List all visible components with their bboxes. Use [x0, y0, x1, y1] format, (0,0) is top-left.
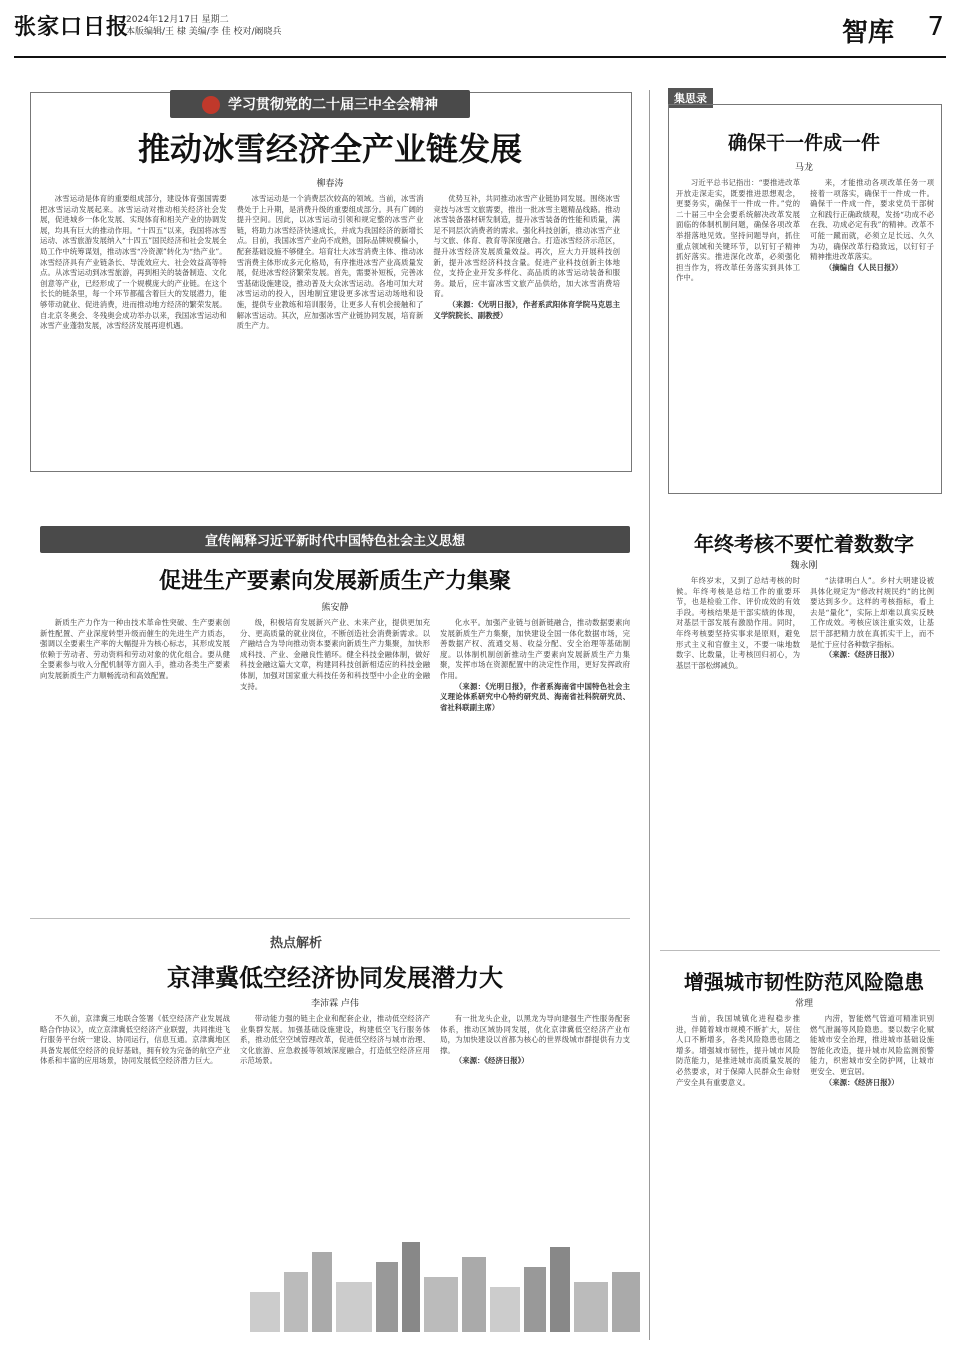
paragraph: “法律明白人”。乡村大明建设被具体化规定为“修改村规民约”的比例要达到多少。这样的考核指标，看上去是“量化”，实际上却难以真实反映工作成效。考核应该注重实效，让基层干部把精力放在真抓实干上，而不是忙于应付各种数字指标。	[810, 576, 934, 649]
paragraph: 冰雪运动是一个消费层次较高的领域。当前，冰雪消费处于上升期，是消费升级的重要组成部分。具有广阔的提升空间。因此，以冰雪运动引领和规定整的冰雪产业链，将助力冰雪经济快速成长，并成为我国经济的新增长点。目前，我国冰雪产业尚不成熟，国际品牌规模偏小，配套基础设施不够健全。培育壮大冰雪消费主体、推动冰雪消费主体形成多元化格局，有序推进冰雪产业高质量发展，促进冰雪经济繁荣发展。首先，需要补短板，完善冰雪基础设施建设，推动普及大众冰雪运动。各地可加大对冰雪运动的投入，因地制宜建设更多冰雪运动场地和设施，提供专业教练和培训服务，让更多人有机会接触和了解冰雪运动。其次，应加强冰雪产业链协同发展，培育新质生产力。	[236, 194, 424, 331]
article-1-col-2	[237, 194, 424, 464]
article-3-source: （来源：《光明日报》，作者系海南省中国特色社会主义理论体系研究中心特约研究员、海南省社科院研究员、省社科联副主席）	[440, 681, 630, 712]
article-1-banner	[170, 90, 470, 118]
article-2-col-2	[810, 178, 934, 484]
paragraph: 化水平。加强产业链与创新链融合，推动数据要素向发展新质生产力集聚，加快建设全国一体化数据市场，完善数据产权、流通交易、收益分配、安全治理等基础制度。以体制机制创新推动生产要素向发展新质生产力集聚，发挥市场在资源配置中的决定性作用，更好发挥政府作用。	[440, 618, 630, 680]
article-6-author: 常理	[794, 999, 813, 1009]
article-2-body	[676, 178, 934, 484]
article-3-title: 促进生产要素向发展新质生产力集聚	[158, 569, 511, 594]
divider	[30, 918, 630, 919]
article-3-banner: 宣传阐释习近平新时代中国特色社会主义思想	[40, 526, 630, 553]
page-number: 7	[927, 12, 944, 42]
article-1-body	[40, 194, 620, 464]
article-4-body	[676, 576, 934, 912]
article-5-author: 李沛霖 卢伟	[311, 999, 359, 1009]
article-6-col-1	[676, 1014, 800, 1334]
article-3-col-3	[440, 618, 630, 900]
article-3-body	[40, 618, 630, 900]
article-4-col-2	[810, 576, 934, 912]
paragraph: 冰雪运动是体育的重要组成部分，建设体育强国需要把冰雪运动发展起来。冰雪运动对推动相关经济社会发展，促进城乡一体化发展、实现体育和相关产业的协调发展，均具有巨大的推动作用。“十四五”以来，我国将冰雪运动、冰雪旅游发展纳入“十四五”国民经济和社会发展全局工作中统筹谋划，推动冰雪“冷资源”转化为“热产业”。冰雪经济具有产业链条长、导流效应大、社会效益高等特点。从冰雪运动到冰雪旅游，再到相关的装备制造、文化创意等产业，已经形成了一个规模庞大的产业链。在这个长长的链条里，每一个环节都蕴含着巨大的发展潜力，能够带动就业、促进消费，进而推动地方经济的繁荣发展。自北京冬奥会、冬残奥会成功举办以来，我国冰雪运动和冰雪产业蓬勃发展，冰雪经济发展再迎机遇。	[40, 194, 227, 331]
article-5-col-1	[40, 1014, 230, 1228]
party-emblem-icon	[202, 96, 220, 114]
paragraph: 带动能力强的链主企业和配套企业，推动低空经济产业集群发展。加强基础设施建设，构建低空飞行服务体系，推动低空空域管理改革，促进低空经济与城市治理、文化旅游、应急救援等领域深度融合，打造低空经济应用示范场景。	[240, 1014, 430, 1066]
article-3-banner-wrap	[40, 526, 630, 553]
article-3-author: 熊安静	[321, 603, 349, 613]
paragraph: 年终岁末，又到了总结考核的时候。年终考核是总结工作的重要环节，也是检验工作、评价成效的有效手段。考核结果是干部实绩的体现，对基层干部发展有激励作用。同时，年终考核要坚持实事求是原则，避免形式主义和官僚主义，不要一味地数数字、比数量，让考核回归初心，为基层干部松绑减负。	[676, 576, 800, 670]
paragraph: 有一批龙头企业，以黑龙为导向建强生产性服务配套体系，推动区域协同发展，优化京津冀低空经济产业布局，为加快建设以首都为核心的世界级城市群提供有力支撑。	[440, 1014, 630, 1055]
article-6-col-2	[810, 1014, 934, 1334]
article-2-author: 马龙	[794, 163, 813, 173]
article-5-col-3	[440, 1014, 630, 1228]
article-5-source: （来源：《经济日报》）	[454, 1056, 529, 1066]
article-5-col-2	[240, 1014, 430, 1228]
article-4-title: 年终考核不要忙着数数字	[694, 532, 914, 556]
article-1-col-1	[40, 194, 227, 464]
issue-date: 2024年12月17日 星期二	[126, 15, 229, 25]
masthead-rule	[14, 56, 946, 58]
article-3-col-1	[40, 618, 230, 900]
paragraph: 内涝，智能燃气管道可精准识别燃气泄漏等风险隐患。要以数字化赋能城市安全治理，推进城市基础设施智能化改造，提升城市风险监测预警能力，织密城市安全防护网，让城市更安全、更宜居。	[810, 1014, 934, 1076]
hot-topic-label: 热点解析	[270, 936, 323, 951]
article-1-col-3	[433, 194, 620, 464]
article-4-source: （来源：《经济日报》）	[824, 650, 899, 660]
article-2-title: 确保干一件成一件	[727, 132, 880, 154]
paragraph: 当前，我国城镇化进程稳步推进，伴随着城市规模不断扩大，居住人口不断增多，各类风险隐患也随之增多。增强城市韧性，提升城市风险防范能力，是推进城市高质量发展的必然要求，对于保障人民群众生命财产安全具有重要意义。	[676, 1014, 800, 1087]
article-6-body	[676, 1014, 934, 1334]
paragraph: 习近平总书记指出：“要推进改革开放走深走实，既要推进思想观念，更要务实，确保干一件成一件。”党的二十届三中全会要系统解决改革发展面临的体制机制问题，确保各项改革举措落地见效。坚持问题导向，抓住重点领域和关键环节，以钉钉子精神抓好落实。推进深化改革，必须强化担当作为，将改革任务落实到具体工作中。	[676, 178, 800, 283]
article-2-col-1	[676, 178, 800, 484]
article-5-body	[40, 1014, 630, 1228]
brand-logo: 张家口日报	[14, 14, 130, 40]
article-6-title: 增强城市韧性防范风险隐患	[684, 970, 924, 994]
paragraph: 来，才能推动各项改革任务一项接着一项落实，确保干一件成一件。确保干一件成一件，要求党员干部树立和践行正确政绩观，发扬“功成不必在我、功成必定有我”的精神。改革不可能一蹴而就，必须立足长远、久久为功，确保改革行稳致远，以钉钉子精神推进改革落实。	[810, 178, 934, 262]
article-1-source: （来源：《光明日报》，作者系武阳体育学院马克思主义学院院长、副教授）	[433, 299, 621, 320]
article-1-title: 推动冰雪经济全产业链发展	[137, 130, 522, 168]
article-1-author: 柳春涛	[316, 179, 344, 189]
article-4-col-1	[676, 576, 800, 912]
article-2-source: （摘编自《人民日报》）	[824, 262, 903, 272]
editor-credits: 本版编辑/王 棣 美编/李 佳 校对/阚晓兵	[126, 27, 282, 37]
section-name: 智库	[841, 18, 894, 48]
column-tag: 集思录	[668, 88, 713, 108]
article-6-source: （来源：《经济日报》）	[824, 1077, 899, 1087]
column-divider	[649, 90, 650, 1340]
article-1-banner-text: 学习贯彻党的二十届三中全会精神	[228, 97, 438, 113]
article-4-author: 魏永刚	[790, 561, 818, 571]
article-3-col-2	[240, 618, 430, 900]
city-skyline-illustration	[250, 1232, 640, 1332]
article-1-banner-wrap	[170, 90, 470, 118]
paragraph: 优势互补，共同推动冰雪产业链协同发展。围绕冰雪竞技与冰雪文旅需要，推出一批冰雪主题精品线路。推动冰雪装备器材研发制造，提升冰雪装备的性能和质量，满足不同层次消费者的需求。强化科技创新，推动冰雪产业与文旅、体育、教育等深度融合。打造冰雪经济示范区，提升冰雪经济发展质量效益。再次，应大力开展科技创新，提升冰雪经济科技含量。促进产业科技创新主体地位，支持企业开发多样化、高品质的冰雪运动装备和服务。最后，应丰富冰雪文旅产品供给，加大冰雪消费培育。	[433, 194, 621, 299]
article-5-title: 京津冀低空经济协同发展潜力大	[167, 964, 503, 992]
masthead	[14, 8, 946, 54]
paragraph: 不久前，京津冀三地联合签署《低空经济产业发展战略合作协议》，成立京津冀低空经济产业联盟，共同推进飞行服务平台统一建设、协同运行，信息互通。京津冀地区具备发展低空经济的良好基础，拥有较为完备的航空产业体系和丰富的应用场景，协同发展低空经济潜力巨大。	[40, 1014, 230, 1066]
issue-meta	[126, 14, 282, 38]
paragraph: 级，积极培育发展新兴产业、未来产业，提供更加充分、更高质量的就业岗位，不断创造社会消费新需求。以产融结合为导向推动资本要素向新质生产力集聚，加快形成科技、产业、金融良性循环。健全科技金融体制，做好科技金融这篇大文章，构建同科技创新相适应的科技金融体制，加强对国家重大科技任务和科技型中小企业的金融支持。	[240, 618, 430, 691]
divider	[660, 950, 940, 951]
paragraph: 新质生产力作为一种由技术革命性突破、生产要素创新性配置、产业深度转型升级而催生的先进生产力质态，强调以全要素生产率的大幅提升为核心标志，其形成发展依赖于劳动者、劳动资料和劳动对象的优化组合。要从健全要素参与收入分配机制等方面入手，推动各类生产要素向发展新质生产力顺畅流动和高效配置。	[40, 618, 230, 680]
